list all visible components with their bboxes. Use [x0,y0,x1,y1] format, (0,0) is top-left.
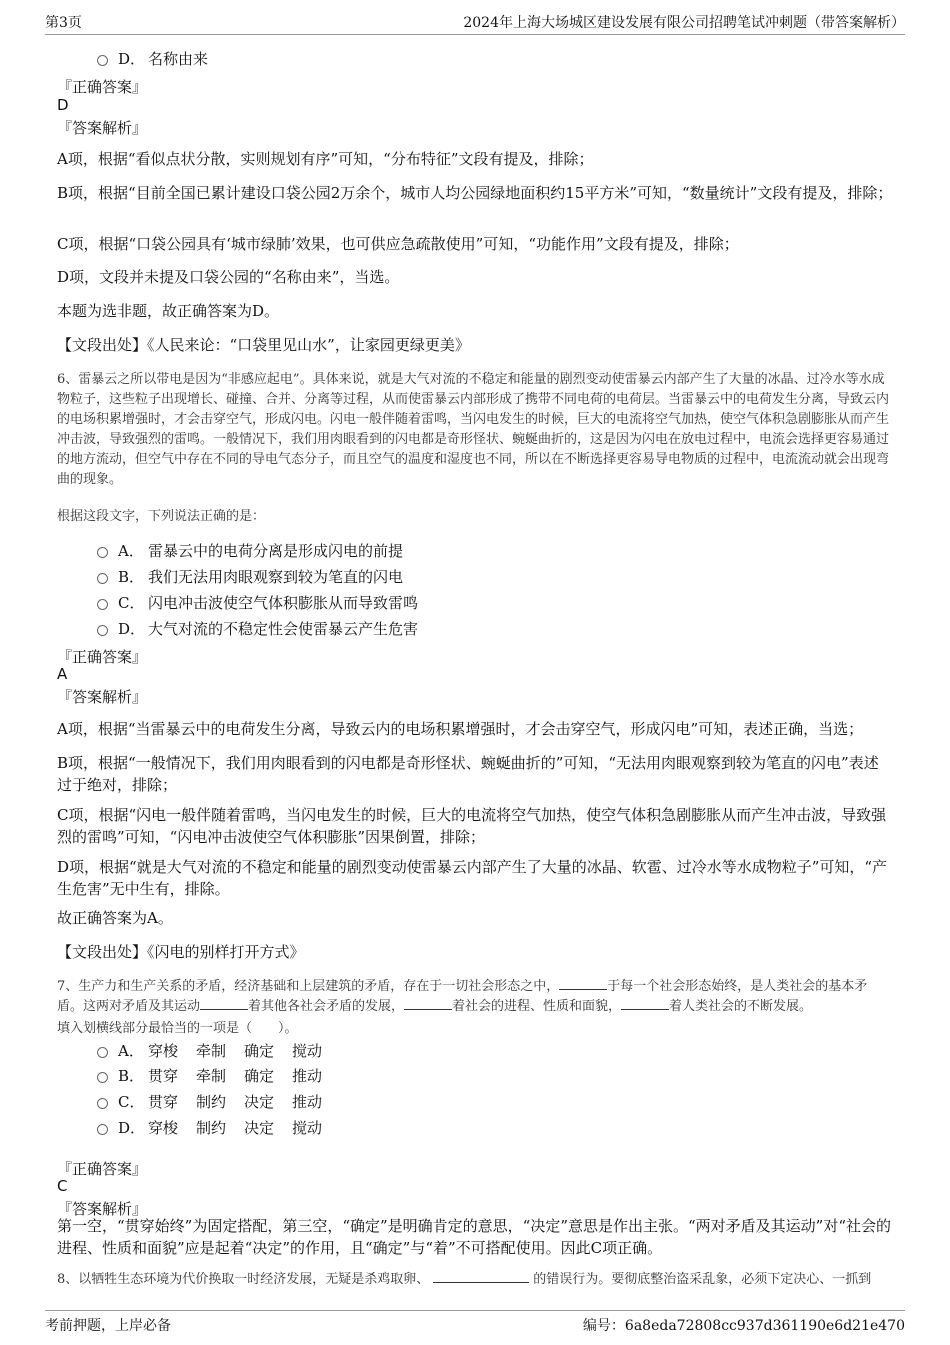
q6-option-a-text: 雷暴云中的电荷分离是形成闪电的前提 [148,542,404,560]
q6-option-d-text: 大气对流的不稳定性会使雷暴云产生危害 [148,620,419,638]
footer-slogan: 考前押题，上岸必备 [45,1318,171,1334]
radio-icon[interactable] [97,1072,108,1083]
q6-prompt: 根据这段文字，下列说法正确的是： [57,509,266,524]
q7-option-c[interactable]: C． 贯穿 制约 决定 推动 [97,1091,322,1112]
q6-option-d[interactable]: D． 大气对流的不稳定性会使雷暴云产生危害 [97,618,418,639]
blank-1 [559,977,607,990]
q5-option-d[interactable]: D． 名称由来 [97,48,208,69]
q7-option-b[interactable]: B． 贯穿 牵制 确定 推动 [97,1065,322,1086]
q6-option-a[interactable]: A． 雷暴云中的电荷分离是形成闪电的前提 [97,540,403,561]
q5-option-d-text: 名称由来 [148,50,209,68]
q6-analysis-d: D项，根据“就是大气对流的不稳定和能量的剧烈变动使雷暴云内部产生了大量的冰晶、软雹、过冷水等水成物粒子”可知，“产生危害”无中生有，排除。 [57,858,888,898]
blank-2 [200,997,248,1010]
q6-option-c[interactable]: C． 闪电冲击波使空气体积膨胀从而导致雷鸣 [97,592,418,613]
radio-icon[interactable] [97,1098,108,1109]
radio-icon[interactable] [97,1124,108,1135]
radio-icon[interactable] [97,55,108,66]
q5-answer: D [57,96,69,114]
q7-option-a[interactable]: A． 穿梭 牵制 确定 搅动 [97,1040,322,1061]
q5-analysis-a: A项，根据“看似点状分散，实则规划有序”可知，“分布特征”文段有提及，排除； [57,150,594,168]
q6-option-b[interactable]: B． 我们无法用肉眼观察到较为笔直的闪电 [97,566,403,587]
radio-icon[interactable] [97,599,108,610]
q6-answer: A [57,665,68,683]
q6-option-c-text: 闪电冲击波使空气体积膨胀从而导致雷鸣 [148,594,419,612]
q6-analysis-c: C项，根据“闪电一般伴随着雷鸣，当闪电发生的时候，巨大的电流将空气加热，使空气体积急剧膨胀从而产生冲击波，导致强烈的雷鸣”可知，“闪电冲击波使空气体积膨胀”因果倒置，排除； [57,806,887,846]
q6-option-b-text: 我们无法用肉眼观察到较为笔直的闪电 [148,568,404,586]
radio-icon[interactable] [97,625,108,636]
document-title: 2024年上海大场城区建设发展有限公司招聘笔试冲刺题（带答案解析） [463,15,905,31]
blank-4 [621,997,669,1010]
page-header [45,12,905,35]
q5-conclusion: 本题为选非题，故正确答案为D。 [57,302,280,320]
q6-stem: 6、雷暴云之所以带电是因为“非感应起电”。具体来说，就是大气对流的不稳定和能量的剧烈变动使雷暴云内部产生了大量的冰晶、过冷水等水成物粒子，这些粒子出现增长、碰撞、合并、分离等过程，从而使雷暴云内部形成了携带不同电荷的电荷层。当雷暴云中的电荷发生分离，导致云内的电场积累增强时，才会击穿空气，形成闪电。闪电一般伴随着雷鸣，当闪电发生的时候，巨大的电流将空气加热，使空气体积急剧膨胀从而产生冲击波，导致强烈的雷鸣。一般情况下，我们用肉眼看到的闪电都是奇形怪状、蜿蜒曲折的，这是因为闪电在放电过程中，电流会选择更容易通过的地方流动，但空气中存在不同的导电气态分子，而且空气的温度和湿度也不同，所以在不断选择更容易导电物质的过程中，电流流动就会出现弯曲的现象。 [57,372,890,487]
radio-icon[interactable] [97,547,108,558]
q5-analysis-heading: 『答案解析』 [57,119,148,137]
q5-analysis-d: D项，文段并未提及口袋公园的“名称由来”，当选。 [57,268,400,286]
blank [433,1270,529,1283]
radio-icon[interactable] [97,1047,108,1058]
document-code: 编号：6a8eda72808cc937d361190e6d21e470 [582,1318,905,1334]
q6-source: 【文段出处】《闪电的别样打开方式》 [57,943,305,961]
q6-analysis-a: A项，根据“当雷暴云中的电荷发生分离，导致云内的电场积累增强时，才会击穿空气，形成闪电”可知，表述正确，当选； [57,720,864,738]
q7-prompt: 填入划横线部分最恰当的一项是（ ）。 [57,1021,298,1036]
radio-icon[interactable] [97,573,108,584]
q5-source: 【文段出处】《人民来论：“口袋里见山水”，让家园更绿更美》 [57,336,470,354]
q7-answer: C [57,1177,68,1195]
q7-analysis-heading: 『答案解析』 [57,1200,148,1218]
blank-3 [404,997,452,1010]
q6-answer-heading: 『正确答案』 [57,648,148,666]
q7-analysis: 第一空，“贯穿始终”为固定搭配，第三空，“确定”是明确肯定的意思，“决定”意思是作出主张。“两对矛盾及其运动”对“社会的进程、性质和面貌”应是起着“决定”的作用，且“确定”与“着”不可搭配使用。因此C项正确。 [57,1217,892,1257]
q7-stem: 7、生产力和生产关系的矛盾，经济基础和上层建筑的矛盾，存在于一切社会形态之中， 于每一个社会形态始终，是人类社会的基本矛盾。这两对矛盾及其运动 着其他各社会矛盾的发展， 着社会的进程、性质和面貌， 着人类社会的不断发展。 [57,979,868,1014]
q6-analysis-heading: 『答案解析』 [57,688,148,706]
q6-analysis-b: B项，根据“一般情况下，我们用肉眼看到的闪电都是奇形怪状、蜿蜒曲折的”可知，“无法用肉眼观察到较为笔直的闪电”表述过于绝对，排除； [57,754,879,794]
q5-analysis-c: C项，根据“口袋公园具有‘城市绿肺’效果，也可供应急疏散使用”可知，“功能作用”文段有提及，排除； [57,235,739,253]
page-number: 第3页 [45,15,82,31]
q5-answer-heading: 『正确答案』 [57,78,148,96]
q5-analysis-b: B项，根据“目前全国已累计建设口袋公园2万余个，城市人均公园绿地面积约15平方米”可知，“数量统计”文段有提及，排除； [57,184,893,202]
q7-option-d[interactable]: D． 穿梭 制约 决定 搅动 [97,1117,322,1138]
q6-conclusion: 故正确答案为A。 [57,909,173,927]
q8-stem: 8、以牺牲生态环境为代价换取一时经济发展，无疑是杀鸡取卵、 的错误行为。要彻底整治盗采乱象，必须下定决心、一抓到 [57,1272,872,1287]
page-footer [45,1310,905,1337]
q7-answer-heading: 『正确答案』 [57,1160,148,1178]
